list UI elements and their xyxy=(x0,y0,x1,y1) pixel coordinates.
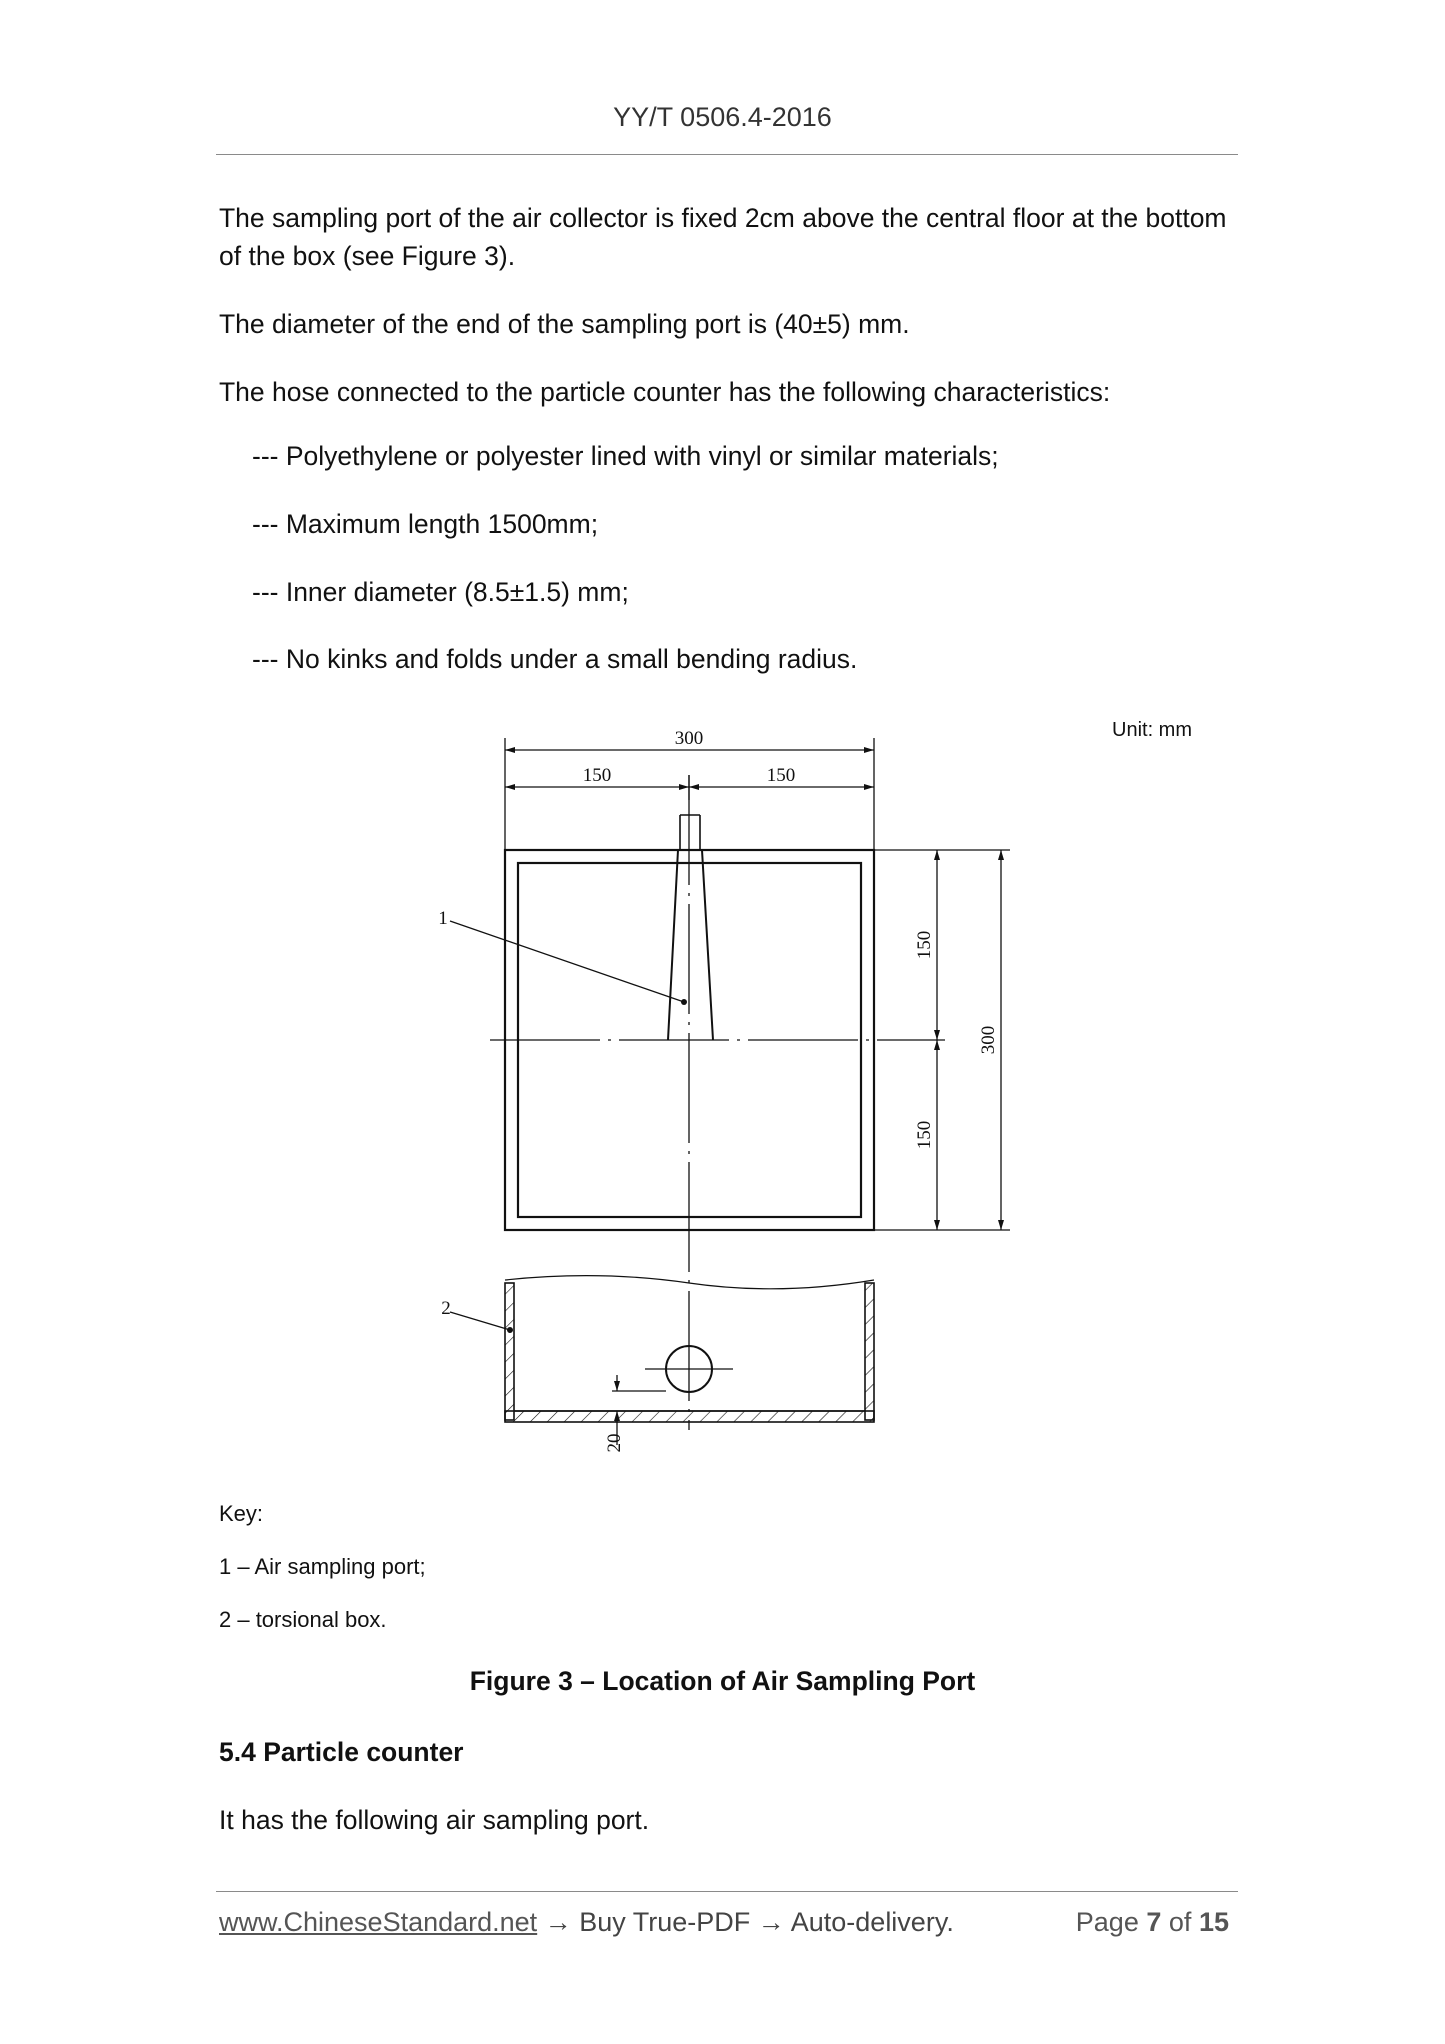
dim-left-half: 150 xyxy=(582,765,612,786)
dim-upper-half: 150 xyxy=(914,930,935,960)
paragraph-diameter: The diameter of the end of the sampling port is (40±5) mm. xyxy=(219,309,910,339)
page-current: 7 xyxy=(1146,1907,1162,1937)
document-header: YY/T 0506.4-2016 xyxy=(613,102,832,132)
label-2: 2 xyxy=(441,1298,451,1319)
paragraph-hose: The hose connected to the particle counter has the following characteristics: xyxy=(219,377,1111,407)
leader-dot-2 xyxy=(507,1327,513,1333)
of-label: of xyxy=(1168,1907,1192,1937)
leader-dot-1 xyxy=(681,999,687,1005)
label-1: 1 xyxy=(438,908,448,929)
unit-label: Unit: mm xyxy=(1112,719,1192,741)
dim-offset: 20 xyxy=(604,1433,625,1453)
page-label: Page xyxy=(1075,1907,1139,1937)
footer-left xyxy=(219,1907,954,1938)
key-item: 2 – torsional box. xyxy=(219,1607,387,1632)
page-total: 15 xyxy=(1198,1907,1229,1937)
dim-lower-half: 150 xyxy=(914,1120,935,1150)
footer-link[interactable]: www.ChineseStandard.net xyxy=(219,1907,538,1937)
key-title: Key: xyxy=(219,1501,264,1526)
list-item: --- Inner diameter (8.5±1.5) mm; xyxy=(252,577,629,607)
list-item: --- Maximum length 1500mm; xyxy=(252,509,599,539)
figure-caption: Figure 3 – Location of Air Sampling Port xyxy=(469,1666,976,1696)
dim-right-half: 150 xyxy=(766,765,796,786)
section-text: It has the following air sampling port. xyxy=(219,1805,650,1835)
footer-rule xyxy=(216,1891,1238,1892)
dim-height-total: 300 xyxy=(978,1025,999,1055)
dim-width-total: 300 xyxy=(674,728,704,749)
list-item: --- No kinks and folds under a small bending radius. xyxy=(252,644,858,674)
paragraph-sampling-port: The sampling port of the air collector is fixed 2cm above the central floor at the bottom of the box (see Figure 3). xyxy=(219,203,1227,271)
footer-tagline: → Buy True-PDF → Auto-delivery. xyxy=(537,1907,954,1937)
key-item: 1 – Air sampling port; xyxy=(219,1554,426,1579)
section-heading: 5.4 Particle counter xyxy=(219,1737,464,1767)
page-number xyxy=(1076,1907,1229,1938)
list-item: --- Polyethylene or polyester lined with vinyl or similar materials; xyxy=(252,441,999,471)
